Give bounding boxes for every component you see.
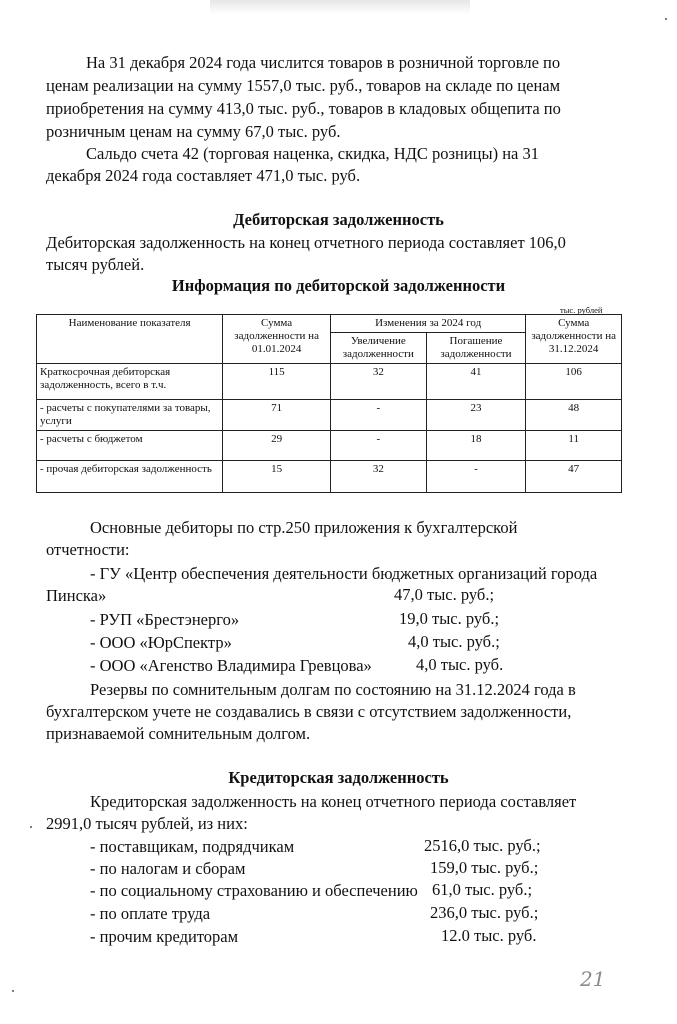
row-end: 47 <box>526 461 622 493</box>
debtor-name: - ООО «Агенство Владимира Гревцова» <box>90 656 372 675</box>
saldo-line-2: декабря 2024 года составляет 471,0 тыс. руб. <box>46 166 361 185</box>
payables-heading: Кредиторская задолженность <box>228 768 449 787</box>
header-increase: Увеличение задолженности <box>331 333 427 364</box>
header-start: Сумма задолженности на 01.01.2024 <box>223 315 331 364</box>
row-start: 15 <box>223 461 331 493</box>
row-increase: 32 <box>331 461 427 493</box>
intro-line-3: приобретения на сумму 413,0 тыс. руб., товаров в кладовых общепита по <box>46 99 561 118</box>
table-row <box>37 400 622 431</box>
row-name: - прочая дебиторская задолженность <box>37 461 223 493</box>
scan-speck <box>665 18 667 20</box>
payable-name: - по социальному страхованию и обеспечению <box>90 881 418 900</box>
debtor-name: - РУП «Брестэнерго» <box>90 610 240 629</box>
debtors-intro-2: отчетности: <box>46 540 130 559</box>
receivables-table <box>36 314 622 493</box>
payables-text-2: 2991,0 тысяч рублей, из них: <box>46 814 248 833</box>
header-name: Наименование показателя <box>37 315 223 364</box>
header-changes: Изменения за 2024 год <box>331 315 526 333</box>
payable-name: - прочим кредиторам <box>90 927 239 946</box>
row-increase: 32 <box>331 364 427 400</box>
table-row <box>37 364 622 400</box>
header-repayment: Погашение задолженности <box>426 333 526 364</box>
table-unit: тыс. рублей <box>560 305 603 315</box>
payable-name: - по оплате труда <box>90 904 211 923</box>
saldo-line-1: Сальдо счета 42 (торговая наценка, скидка, НДС розницы) на 31 <box>86 144 539 163</box>
debtor-name: - ООО «ЮрСпектр» <box>90 633 232 652</box>
row-repayment: 23 <box>426 400 526 431</box>
row-name: - расчеты с покупателями за товары, услуги <box>37 400 223 431</box>
row-end: 106 <box>526 364 622 400</box>
row-start: 29 <box>223 431 331 461</box>
debtor-amount: 47,0 тыс. руб.; <box>394 585 495 604</box>
debtor-name-cont: Пинска» <box>46 586 107 605</box>
debtor-amount: 19,0 тыс. руб.; <box>399 609 500 628</box>
row-repayment: 18 <box>426 431 526 461</box>
row-end: 11 <box>526 431 622 461</box>
debtor-amount: 4,0 тыс. руб. <box>416 655 504 674</box>
intro-line-4: розничным ценам на сумму 67,0 тыс. руб. <box>46 122 341 141</box>
payable-amount: 2516,0 тыс. руб.; <box>424 836 541 855</box>
scan-speck <box>30 826 32 828</box>
intro-line-2: ценам реализации на сумму 1557,0 тыс. руб., товаров на складе по ценам <box>46 76 561 95</box>
row-end: 48 <box>526 400 622 431</box>
reserves-line-2: бухгалтерском учете не создавались в связи с отсутствием задолженности, <box>46 702 572 721</box>
debtor-name: - ГУ «Центр обеспечения деятельности бюджетных организаций города <box>90 564 598 583</box>
handwritten-page-number: 21 <box>580 967 606 991</box>
debtor-amount: 4,0 тыс. руб.; <box>408 632 500 651</box>
payable-amount: 61,0 тыс. руб.; <box>432 880 533 899</box>
row-name: - расчеты с бюджетом <box>37 431 223 461</box>
receivables-text-2: тысяч рублей. <box>46 255 145 274</box>
row-start: 71 <box>223 400 331 431</box>
reserves-line-1: Резервы по сомнительным долгам по состоянию на 31.12.2024 года в <box>90 680 576 699</box>
receivables-heading: Дебиторская задолженность <box>233 210 444 229</box>
debtors-intro-1: Основные дебиторы по стр.250 приложения к бухгалтерской <box>90 518 518 537</box>
row-increase: - <box>331 400 427 431</box>
row-name: Краткосрочная дебиторская задолженность, всего в т.ч. <box>37 364 223 400</box>
table-row <box>37 431 622 461</box>
payable-amount: 12.0 тыс. руб. <box>441 926 537 945</box>
payable-amount: 236,0 тыс. руб.; <box>430 903 539 922</box>
payables-text-1: Кредиторская задолженность на конец отчетного периода составляет <box>90 792 577 811</box>
scan-speck <box>12 990 14 992</box>
table-title: Информация по дебиторской задолженности <box>171 276 506 295</box>
table-row <box>37 461 622 493</box>
row-start: 115 <box>223 364 331 400</box>
row-repayment: 41 <box>426 364 526 400</box>
payable-name: - поставщикам, подрядчикам <box>90 837 295 856</box>
reserves-line-3: признаваемой сомнительным долгом. <box>46 724 311 743</box>
row-increase: - <box>331 431 427 461</box>
receivables-text-1: Дебиторская задолженность на конец отчетного периода составляет 106,0 <box>46 233 566 252</box>
intro-line-1: На 31 декабря 2024 года числится товаров в розничной торговле по <box>86 53 561 72</box>
header-end: Сумма задолженности на 31.12.2024 <box>526 315 622 364</box>
row-repayment: - <box>426 461 526 493</box>
scan-shadow <box>210 0 470 14</box>
payable-name: - по налогам и сборам <box>90 859 246 878</box>
payable-amount: 159,0 тыс. руб.; <box>430 858 539 877</box>
